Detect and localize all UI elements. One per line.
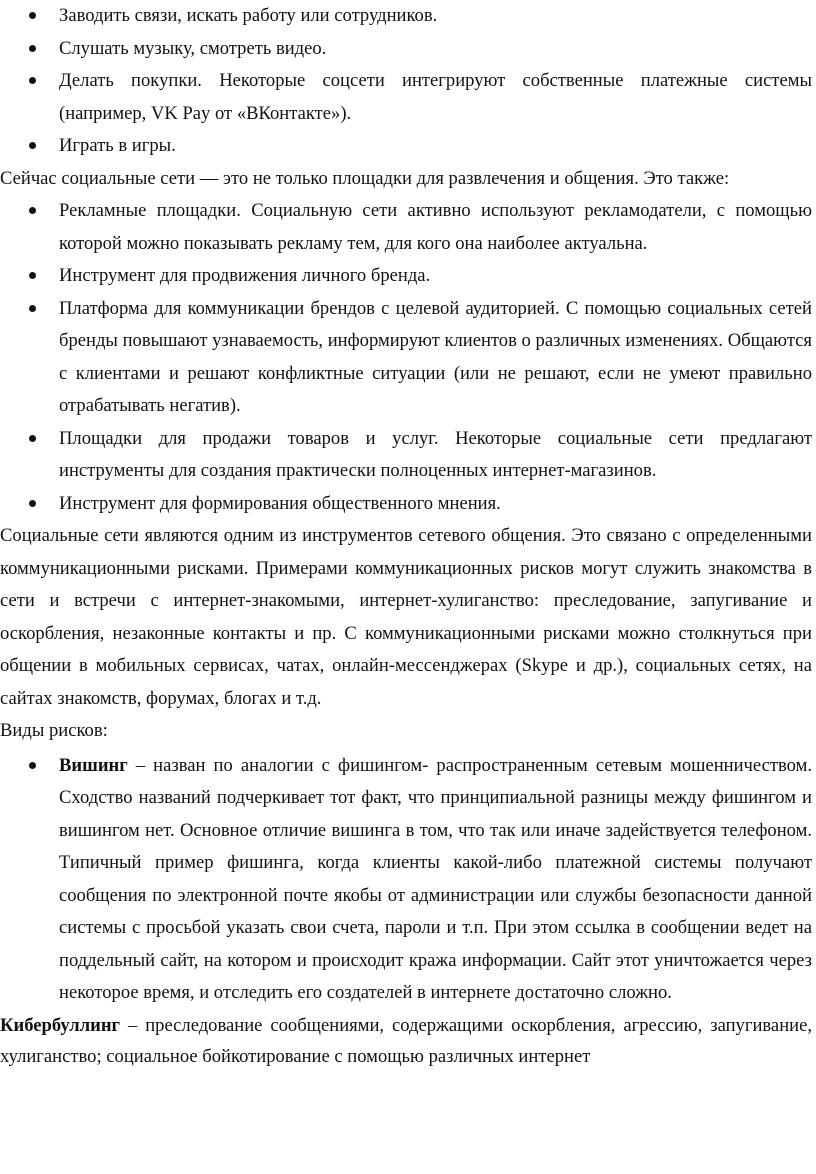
bullet-icon <box>29 305 36 312</box>
bullet-icon <box>29 12 36 19</box>
bullet-icon <box>29 45 36 52</box>
activities-list <box>0 0 816 163</box>
bullet-icon <box>29 272 36 279</box>
list-item: Играть в игры. <box>0 130 816 163</box>
list-item: Рекламные площадки. Социальную сети активно используют рекламодатели, с помощью которой можно показывать рекламу тем, для кого она наиболее актуальна. <box>0 195 816 260</box>
bullet-icon <box>29 207 36 214</box>
functions-list <box>0 195 816 520</box>
risks-list <box>0 750 816 1010</box>
bullet-icon <box>29 435 36 442</box>
paragraph-risks-intro: Социальные сети являются одним из инструментов сетевого общения. Это связано с определенными коммуникационными рисками. Примерами коммуникационных рисков могут служить знакомства в сети и встречи с интернет-знакомыми, интернет-хулиганство: преследование, запугивание и оскорбления, незаконные контакты и пр. С коммуникационными рисками можно столкнуться при общении в мобильных сервисах, чатах, онлайн-мессенджерах (Skype и др.), социальных сетях, на сайтах знакомств, форумах, блогах и т.д. <box>0 525 812 709</box>
bullet-icon <box>29 500 36 507</box>
list-item: Платформа для коммуникации брендов с целевой аудиторией. С помощью социальных сетей бренды повышают узнаваемость, информируют клиентов о различных изменениях. Общаются с клиентами и решают конфликтные ситуации (или не решают, если не умеют правильно отрабатывать негатив). <box>0 293 816 423</box>
bullet-icon <box>29 77 36 84</box>
term-cyberbullying: Кибербуллинг <box>0 1014 120 1036</box>
bullet-icon <box>29 762 36 769</box>
list-item: Заводить связи, искать работу или сотрудников. <box>0 0 816 33</box>
list-item: Инструмент для формирования общественного мнения. <box>0 488 816 521</box>
definition-cyberbullying: – преследование сообщениями, содержащими оскорбления, агрессию, запугивание, хулиганство; социальное бойкотирование с помощью различных интернет <box>0 1014 812 1067</box>
list-item: Инструмент для продвижения личного бренда. <box>0 260 816 293</box>
paragraph-cyberbullying <box>0 1010 816 1072</box>
list-item-vishing <box>0 750 816 1010</box>
list-item: Слушать музыку, смотреть видео. <box>0 33 816 66</box>
definition-vishing: – назван по аналогии с фишингом- распространенным сетевым мошенничеством. Сходство названий подчеркивает тот факт, что принципиальной разницы между фишингом и вишингом нет. Основное отличие вишинга в том, что так или иначе задействуется телефоном. Типичный пример фишинга, когда клиенты какой-либо платежной системы получают сообщения по электронной почте якобы от администрации или службы безопасности данной системы с просьбой указать свои счета, пароли и т.п. При этом ссылка в сообщении ведет на поддельный сайт, на котором и происходит кража информации. Сайт этот уничтожается через некоторое время, и отследить его создателей в интернете достаточно сложно. <box>59 754 812 1003</box>
paragraph-intro: Сейчас социальные сети — это не только площадки для развлечения и общения. Это также: <box>0 167 730 189</box>
list-item: Делать покупки. Некоторые соцсети интегрируют собственные платежные системы (например, VK Pay от «ВКонтакте»). <box>0 65 816 130</box>
paragraph-risk-types-heading: Виды рисков: <box>0 720 108 741</box>
list-item: Площадки для продажи товаров и услуг. Некоторые социальные сети предлагают инструменты для создания практически полноценных интернет-магазинов. <box>0 423 816 488</box>
bullet-icon <box>29 142 36 149</box>
term-vishing: Вишинг <box>59 754 128 776</box>
